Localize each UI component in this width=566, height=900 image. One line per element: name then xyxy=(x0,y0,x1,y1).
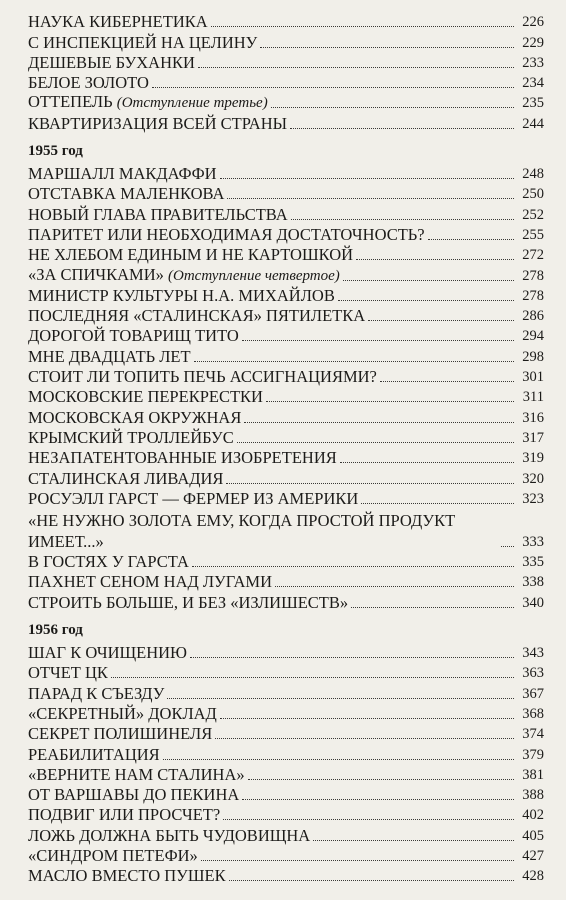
entry-title xyxy=(28,846,198,866)
entry-title xyxy=(28,265,340,286)
entry-page-number: 301 xyxy=(522,369,544,386)
entry-page-number: 368 xyxy=(522,705,544,722)
toc-entry[interactable] xyxy=(28,326,544,346)
entry-page-number: 319 xyxy=(522,450,544,467)
entry-title-text: «ВЕРНИТЕ НАМ СТАЛИНА» xyxy=(28,764,245,784)
entry-title-text: ОТТЕПЕЛЬ xyxy=(28,92,113,112)
toc-entry[interactable] xyxy=(28,448,544,468)
toc-entry[interactable] xyxy=(28,805,544,825)
entry-title-text: МОСКОВСКИЕ ПЕРЕКРЕСТКИ xyxy=(28,387,263,407)
toc-entry[interactable] xyxy=(28,367,544,387)
entry-title xyxy=(28,593,348,613)
dot-leader xyxy=(380,381,514,382)
entry-page-number: 402 xyxy=(522,807,544,824)
entry-title xyxy=(28,53,195,73)
dot-leader xyxy=(229,880,514,881)
entry-title-text: ОТЧЕТ ЦК xyxy=(28,663,108,683)
entry-title-text: СТАЛИНСКАЯ ЛИВАДИЯ xyxy=(28,468,224,488)
entry-title xyxy=(28,286,335,306)
toc-entry[interactable] xyxy=(28,704,544,724)
dot-leader xyxy=(361,503,514,504)
table-of-contents xyxy=(28,12,544,886)
entry-title xyxy=(28,704,217,724)
entry-page-number: 278 xyxy=(522,287,544,304)
toc-entry[interactable] xyxy=(28,592,544,612)
dot-leader xyxy=(215,738,514,739)
toc-entry[interactable] xyxy=(28,407,544,427)
entry-page-number: 374 xyxy=(522,726,544,743)
entry-page-number: 286 xyxy=(522,308,544,325)
dot-leader xyxy=(290,128,514,129)
entry-title-text: ПАХНЕТ СЕНОМ НАД ЛУГАМИ xyxy=(28,572,272,592)
entry-title xyxy=(28,448,337,468)
entry-page-number: 388 xyxy=(522,787,544,804)
entry-title-text: КРЫМСКИЙ ТРОЛЛЕЙБУС xyxy=(28,427,234,447)
entry-title-text: «ЗА СПИЧКАМИ» xyxy=(28,264,164,284)
dot-leader xyxy=(167,698,514,699)
entry-title-text: ОТСТАВКА МАЛЕНКОВА xyxy=(28,184,225,204)
entry-title xyxy=(28,326,239,346)
toc-entry[interactable] xyxy=(28,93,544,113)
dot-leader xyxy=(190,657,514,658)
entry-title xyxy=(28,765,245,785)
entry-title-text: ЛОЖЬ ДОЛЖНА БЫТЬ ЧУДОВИЩНА xyxy=(28,825,311,845)
entry-page-number: 333 xyxy=(522,533,544,550)
dot-leader xyxy=(356,259,514,260)
entry-page-number: 226 xyxy=(522,14,544,31)
toc-entry[interactable] xyxy=(28,744,544,764)
toc-entry[interactable] xyxy=(28,825,544,845)
entry-page-number: 298 xyxy=(522,348,544,365)
entry-page-number: 311 xyxy=(522,389,544,406)
entry-page-number: 294 xyxy=(522,328,544,345)
entry-page-number: 335 xyxy=(522,554,544,571)
dot-leader xyxy=(275,586,514,587)
section-year-heading: 1956 год xyxy=(28,621,83,638)
dot-leader xyxy=(244,422,514,423)
entry-title xyxy=(28,367,377,387)
toc-entry[interactable] xyxy=(28,683,544,703)
entry-subtitle: (Отступление четвертое) xyxy=(168,267,340,284)
entry-page-number: 338 xyxy=(522,574,544,591)
dot-leader xyxy=(338,300,514,301)
entry-page-number: 323 xyxy=(522,490,544,507)
entry-page-number: 317 xyxy=(522,429,544,446)
toc-entry[interactable] xyxy=(28,468,544,488)
entry-title-text: ПОСЛЕДНЯЯ «СТАЛИНСКАЯ» ПЯТИЛЕТКА xyxy=(28,306,366,326)
entry-title-text: МОСКОВСКАЯ ОКРУЖНАЯ xyxy=(28,407,242,427)
entry-page-number: 278 xyxy=(522,267,544,284)
dot-leader xyxy=(192,566,514,567)
entry-page-number: 252 xyxy=(522,206,544,223)
entry-page-number: 343 xyxy=(522,645,544,662)
entry-page-number: 428 xyxy=(522,868,544,885)
entry-title-text: ДЕШЕВЫЕ БУХАНКИ xyxy=(28,52,195,72)
entry-title xyxy=(28,225,425,245)
entry-page-number: 250 xyxy=(522,186,544,203)
dot-leader xyxy=(227,198,514,199)
toc-entry[interactable] xyxy=(28,73,544,93)
toc-entry[interactable] xyxy=(28,225,544,245)
toc-entry[interactable] xyxy=(28,204,544,224)
dot-leader xyxy=(223,819,514,820)
toc-entry[interactable] xyxy=(28,643,544,663)
dot-leader xyxy=(220,718,514,719)
entry-subtitle: (Отступление третье) xyxy=(116,95,268,112)
entry-page-number: 316 xyxy=(522,409,544,426)
entry-title xyxy=(28,826,310,846)
entry-title-text: НАУКА КИБЕРНЕТИКА xyxy=(28,12,208,32)
dot-leader xyxy=(343,280,514,281)
entry-page-number: 244 xyxy=(522,115,544,132)
dot-leader xyxy=(163,759,514,760)
entry-title xyxy=(28,408,241,428)
toc-entry[interactable] xyxy=(28,489,544,509)
entry-title xyxy=(28,745,160,765)
entry-title-text: МНЕ ДВАДЦАТЬ ЛЕТ xyxy=(28,346,191,366)
entry-title xyxy=(28,572,272,592)
toc-entry[interactable] xyxy=(28,113,544,133)
toc-entry[interactable] xyxy=(28,552,544,572)
entry-title xyxy=(28,489,358,509)
entry-page-number: 340 xyxy=(522,594,544,611)
entry-title-text: С ИНСПЕКЦИЕЙ НА ЦЕЛИНУ xyxy=(28,32,258,52)
entry-title xyxy=(28,805,220,825)
entry-page-number: 272 xyxy=(522,247,544,264)
dot-leader xyxy=(152,87,514,88)
toc-entry[interactable] xyxy=(28,12,544,32)
dot-leader xyxy=(428,239,514,240)
entry-page-number: 234 xyxy=(522,75,544,92)
dot-leader xyxy=(242,340,514,341)
entry-page-number: 379 xyxy=(522,746,544,763)
entry-title-text: СЕКРЕТ ПОЛИШИНЕЛЯ xyxy=(28,724,213,744)
entry-title xyxy=(28,33,257,53)
entry-title xyxy=(28,469,223,489)
entry-page-number: 248 xyxy=(522,166,544,183)
entry-title-text: РОСУЭЛЛ ГАРСТ — ФЕРМЕР ИЗ АМЕРИКИ xyxy=(28,488,359,508)
entry-title-text: В ГОСТЯХ У ГАРСТА xyxy=(28,552,189,572)
entry-page-number: 320 xyxy=(522,470,544,487)
entry-title-text: СТОИТ ЛИ ТОПИТЬ ПЕЧЬ АССИГНАЦИЯМИ? xyxy=(28,367,377,387)
entry-title-text: ШАГ К ОЧИЩЕНИЮ xyxy=(28,643,188,663)
entry-page-number: 233 xyxy=(522,54,544,71)
dot-leader xyxy=(220,178,514,179)
entry-title xyxy=(28,552,189,572)
entry-title xyxy=(28,92,268,113)
toc-entry[interactable] xyxy=(28,509,544,552)
toc-entry[interactable] xyxy=(28,785,544,805)
entry-title xyxy=(28,306,365,326)
entry-page-number: 229 xyxy=(522,34,544,51)
dot-leader xyxy=(211,26,514,27)
entry-title xyxy=(28,387,263,407)
dot-leader xyxy=(111,677,514,678)
entry-title xyxy=(28,866,226,886)
entry-title xyxy=(28,510,498,552)
toc-entry[interactable] xyxy=(28,306,544,326)
toc-entry[interactable] xyxy=(28,32,544,52)
entry-title-text: НЕ ХЛЕБОМ ЕДИНЫМ И НЕ КАРТОШКОЙ xyxy=(28,245,354,265)
dot-leader xyxy=(201,860,514,861)
entry-page-number: 235 xyxy=(522,95,544,112)
entry-title xyxy=(28,205,288,225)
entry-title xyxy=(28,347,191,367)
entry-title xyxy=(28,428,234,448)
entry-title-text: КВАРТИРИЗАЦИЯ ВСЕЙ СТРАНЫ xyxy=(28,113,287,133)
entry-title xyxy=(28,164,217,184)
entry-title-text: НЕЗАПАТЕНТОВАННЫЕ ИЗОБРЕТЕНИЯ xyxy=(28,448,337,468)
toc-entry[interactable] xyxy=(28,53,544,73)
entry-title-text: МАРШАЛЛ МАКДАФФИ xyxy=(28,164,217,184)
dot-leader xyxy=(198,67,514,68)
entry-title-text: ПОДВИГ ИЛИ ПРОСЧЕТ? xyxy=(28,805,221,825)
dot-leader xyxy=(226,483,514,484)
dot-leader xyxy=(291,219,514,220)
toc-entry[interactable] xyxy=(28,724,544,744)
toc-entry[interactable] xyxy=(28,184,544,204)
entry-title xyxy=(28,184,224,204)
toc-entry[interactable] xyxy=(28,164,544,184)
toc-entry[interactable] xyxy=(28,663,544,683)
toc-entry[interactable] xyxy=(28,866,544,886)
entry-title-text: СТРОИТЬ БОЛЬШЕ, И БЕЗ «ИЗЛИШЕСТВ» xyxy=(28,592,349,612)
entry-page-number: 367 xyxy=(522,685,544,702)
entry-page-number: 381 xyxy=(522,766,544,783)
dot-leader xyxy=(237,442,514,443)
dot-leader xyxy=(351,607,514,608)
toc-entry[interactable] xyxy=(28,346,544,366)
entry-title xyxy=(28,114,287,134)
entry-title-text: «СЕКРЕТНЫЙ» ДОКЛАД xyxy=(28,703,217,723)
entry-title-text: РЕАБИЛИТАЦИЯ xyxy=(28,744,160,764)
toc-entry[interactable] xyxy=(28,265,544,285)
dot-leader xyxy=(340,462,514,463)
entry-page-number: 427 xyxy=(522,847,544,864)
dot-leader xyxy=(368,320,514,321)
dot-leader xyxy=(242,799,514,800)
entry-title-text: МАСЛО ВМЕСТО ПУШЕК xyxy=(28,866,226,886)
dot-leader xyxy=(271,107,514,108)
entry-page-number: 255 xyxy=(522,226,544,243)
toc-entry[interactable] xyxy=(28,765,544,785)
entry-title-text: ПАРИТЕТ ИЛИ НЕОБХОДИМАЯ ДОСТАТОЧНОСТЬ? xyxy=(28,224,425,244)
entry-title xyxy=(28,643,187,663)
entry-title xyxy=(28,785,239,805)
entry-title-text: «НЕ НУЖНО ЗОЛОТА ЕМУ, КОГДА ПРОСТОЙ ПРОДУКТ ИМЕЕТ...» xyxy=(28,510,456,551)
toc-entry[interactable] xyxy=(28,428,544,448)
entry-title xyxy=(28,724,212,744)
entry-page-number: 363 xyxy=(522,665,544,682)
toc-entry[interactable] xyxy=(28,387,544,407)
dot-leader xyxy=(266,401,514,402)
entry-page-number: 405 xyxy=(522,827,544,844)
entry-title-text: «СИНДРОМ ПЕТЕФИ» xyxy=(28,845,198,865)
dot-leader xyxy=(501,546,514,547)
toc-entry[interactable] xyxy=(28,245,544,265)
toc-entry[interactable] xyxy=(28,846,544,866)
entry-title xyxy=(28,245,353,265)
toc-entry[interactable] xyxy=(28,286,544,306)
entry-title-text: ОТ ВАРШАВЫ ДО ПЕКИНА xyxy=(28,785,240,805)
entry-title xyxy=(28,663,108,683)
dot-leader xyxy=(248,779,514,780)
entry-title xyxy=(28,12,208,32)
entry-title xyxy=(28,73,149,93)
dot-leader xyxy=(260,47,514,48)
entry-title xyxy=(28,684,164,704)
entry-title-text: БЕЛОЕ ЗОЛОТО xyxy=(28,73,149,93)
dot-leader xyxy=(194,361,514,362)
dot-leader xyxy=(313,840,514,841)
entry-title-text: ДОРОГОЙ ТОВАРИЩ ТИТО xyxy=(28,326,239,346)
section-year-heading: 1955 год xyxy=(28,142,83,159)
entry-title-text: МИНИСТР КУЛЬТУРЫ Н.А. МИХАЙЛОВ xyxy=(28,285,335,305)
entry-title-text: ПАРАД К СЪЕЗДУ xyxy=(28,683,165,703)
toc-entry[interactable] xyxy=(28,572,544,592)
entry-title-text: НОВЫЙ ГЛАВА ПРАВИТЕЛЬСТВА xyxy=(28,204,288,224)
